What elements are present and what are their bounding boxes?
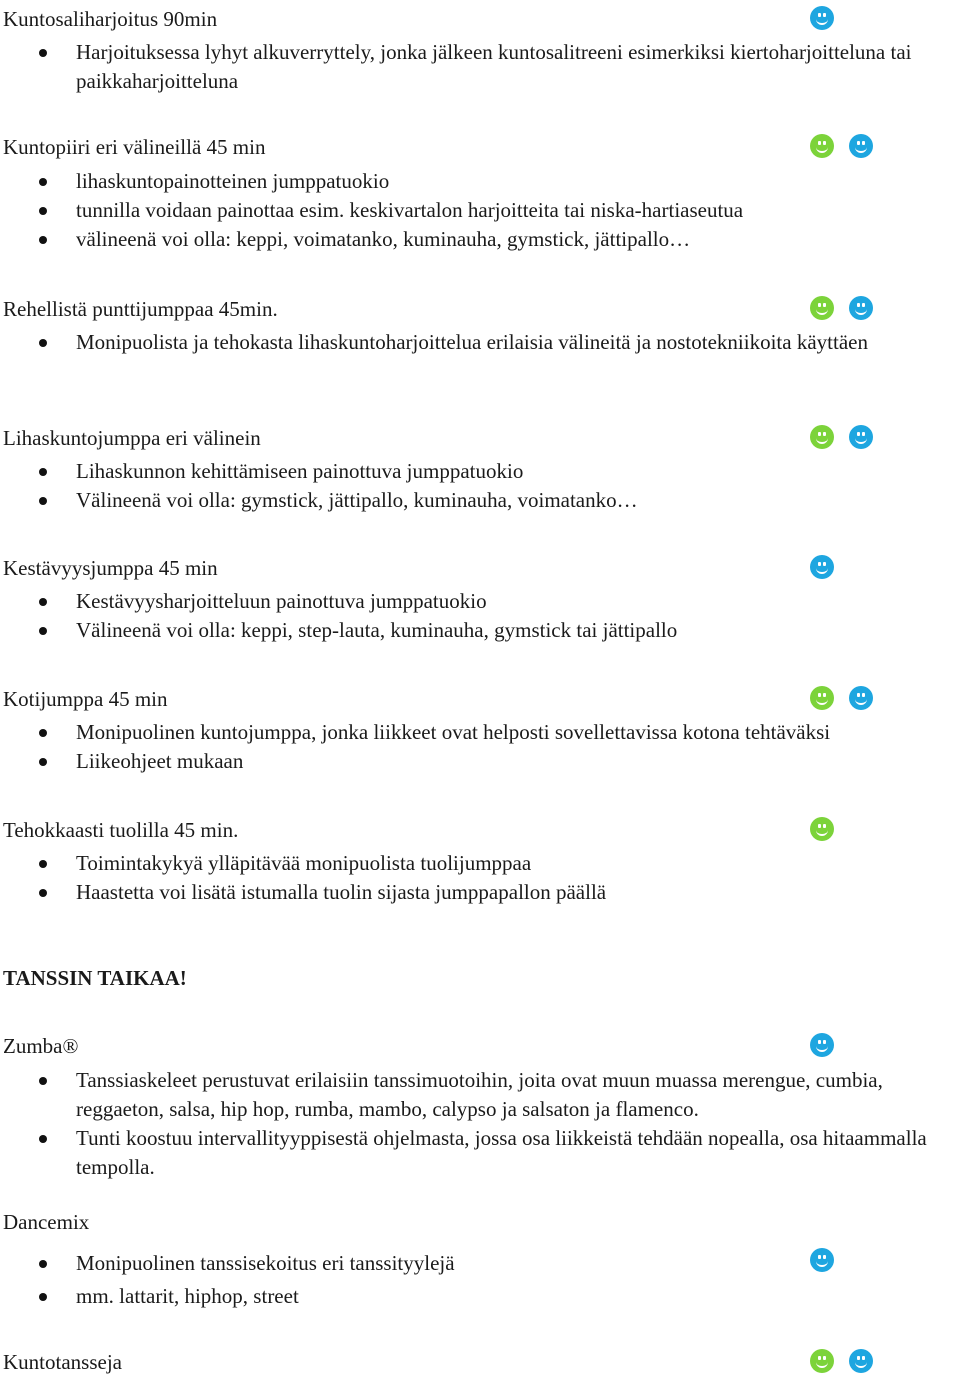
bullet-icon bbox=[39, 49, 47, 57]
bullet-list bbox=[0, 849, 960, 907]
bullet-icon bbox=[39, 758, 47, 766]
smiley-green-icon bbox=[810, 817, 834, 841]
list-item: tunnilla voidaan painottaa esim. keskivartalon harjoitteita tai niska-hartiaseutua bbox=[0, 196, 960, 225]
section-title: Zumba® bbox=[3, 1034, 79, 1058]
list-item: Harjoituksessa lyhyt alkuverryttely, jonka jälkeen kuntosalitreeni esimerkiksi kiertoharjoitteluna tai paikkaharjoitteluna bbox=[0, 38, 960, 96]
bullet-icon bbox=[39, 1135, 47, 1143]
smiley-green-icon bbox=[810, 425, 834, 449]
section-title: Kuntosaliharjoitus 90min bbox=[3, 7, 218, 31]
bullet-icon bbox=[39, 1077, 47, 1085]
bullet-icon bbox=[39, 598, 47, 606]
bullet-icon bbox=[39, 207, 47, 215]
bullet-icon bbox=[39, 178, 47, 186]
bullet-icon bbox=[39, 236, 47, 244]
smiley-blue-icon bbox=[810, 1033, 834, 1057]
list-item: Monipuolinen kuntojumppa, jonka liikkeet ovat helposti sovellettavissa kotona tehtäväksi bbox=[0, 718, 960, 747]
list-item: Toimintakykyä ylläpitävää monipuolista tuolijumppaa bbox=[0, 849, 960, 878]
smiley-green-icon bbox=[810, 134, 834, 158]
bullet-list bbox=[0, 167, 960, 254]
smiley-green-icon bbox=[810, 296, 834, 320]
smiley-blue-icon bbox=[849, 296, 873, 320]
bullet-list bbox=[0, 587, 960, 645]
bullet-list bbox=[0, 1066, 960, 1182]
section-title: Tehokkaasti tuolilla 45 min. bbox=[3, 818, 239, 842]
section-title: Kuntopiiri eri välineillä 45 min bbox=[3, 135, 266, 159]
section-title: Kotijumppa 45 min bbox=[3, 687, 168, 711]
bullet-icon bbox=[39, 729, 47, 737]
list-item: Lihaskunnon kehittämiseen painottuva jumppatuokio bbox=[0, 457, 960, 486]
list-item: Haastetta voi lisätä istumalla tuolin sijasta jumppapallon päällä bbox=[0, 878, 960, 907]
smiley-blue-icon bbox=[849, 134, 873, 158]
section-title: Kuntotansseja bbox=[3, 1350, 122, 1374]
bullet-list bbox=[0, 1247, 960, 1313]
bullet-icon bbox=[39, 1260, 47, 1268]
bullet-list bbox=[0, 457, 960, 515]
list-item: mm. lattarit, hiphop, street bbox=[0, 1280, 960, 1313]
smiley-green-icon bbox=[810, 1349, 834, 1373]
smiley-green-icon bbox=[810, 686, 834, 710]
list-item: Tanssiaskeleet perustuvat erilaisiin tanssimuotoihin, joita ovat muun muassa merengue, cumbia, reggaeton, salsa, hip hop, rumba, mambo, calypso ja salsaton ja flamenco. bbox=[0, 1066, 960, 1124]
smiley-blue-icon bbox=[849, 686, 873, 710]
bullet-list bbox=[0, 718, 960, 776]
list-item: Välineenä voi olla: keppi, step-lauta, kuminauha, gymstick tai jättipallo bbox=[0, 616, 960, 645]
section-title: Rehellistä punttijumppaa 45min. bbox=[3, 297, 278, 321]
bullet-list bbox=[0, 38, 960, 96]
section-title: Kestävyysjumppa 45 min bbox=[3, 556, 218, 580]
section-title: Lihaskuntojumppa eri välinein bbox=[3, 426, 261, 450]
bullet-icon bbox=[39, 627, 47, 635]
bullet-list bbox=[0, 328, 960, 357]
bullet-icon bbox=[39, 860, 47, 868]
page-heading: TANSSIN TAIKAA! bbox=[3, 966, 187, 990]
bullet-icon bbox=[39, 497, 47, 505]
list-item: välineenä voi olla: keppi, voimatanko, kuminauha, gymstick, jättipallo… bbox=[0, 225, 960, 254]
list-item: Kestävyysharjoitteluun painottuva jumppatuokio bbox=[0, 587, 960, 616]
bullet-icon bbox=[39, 468, 47, 476]
list-item: Välineenä voi olla: gymstick, jättipallo, kuminauha, voimatanko… bbox=[0, 486, 960, 515]
bullet-icon bbox=[39, 889, 47, 897]
section-title: Dancemix bbox=[3, 1210, 90, 1234]
smiley-blue-icon bbox=[810, 6, 834, 30]
bullet-icon bbox=[39, 339, 47, 347]
list-item: Monipuolista ja tehokasta lihaskuntoharjoittelua erilaisia välineitä ja nostotekniikoita käyttäen bbox=[0, 328, 960, 357]
smiley-blue-icon bbox=[810, 555, 834, 579]
list-item: Tunti koostuu intervallityyppisestä ohjelmasta, jossa osa liikkeistä tehdään nopealla, osa hitaammalla tempolla. bbox=[0, 1124, 960, 1182]
list-item: Liikeohjeet mukaan bbox=[0, 747, 960, 776]
list-item: Monipuolinen tanssisekoitus eri tanssityylejä bbox=[0, 1247, 960, 1280]
smiley-blue-icon bbox=[849, 425, 873, 449]
smiley-blue-icon bbox=[849, 1349, 873, 1373]
list-item: lihaskuntopainotteinen jumppatuokio bbox=[0, 167, 960, 196]
bullet-icon bbox=[39, 1293, 47, 1301]
